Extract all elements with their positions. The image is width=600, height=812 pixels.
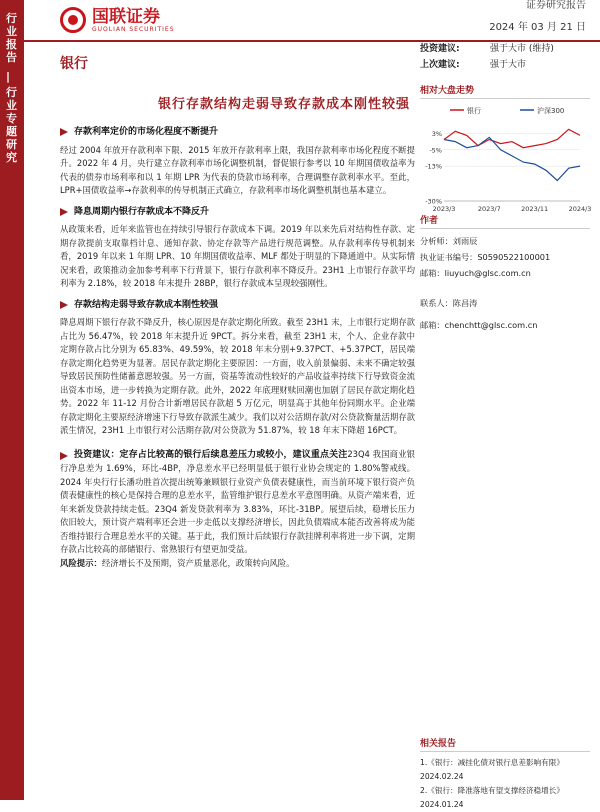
sidebar-line1: 行业报告 — [6, 12, 17, 64]
related-panel — [420, 736, 590, 812]
section-body-2: 从政策来看，近年来监管也在持续引导银行存款成本下调。2019 年以来先后对结构性存款、定期存款提前支取靠档计息、通知存款、协定存款等产品进行规范调整。从存款利率传导机制来看，2019 年以来 1 年期 LPR、10 年期国债收益率、MLF 都处于明显的下降通道中。从实际情况来看，政策推动金加参考利率下行背景下，银行存款利率不降反升。23H1 上市银行存款平均利率为 2.18%，较 2018 年末提升 28BP，银行存款成本呈现较强刚性。 — [60, 224, 415, 288]
logo-cn: 国联证券 — [92, 6, 160, 27]
industry-name: 银行 — [60, 56, 88, 72]
section-heading-3: 存款结构走弱导致存款成本刚性较强 — [60, 299, 415, 313]
x-tick-label-1: 2023/7 — [477, 205, 501, 213]
risk-label: 风险提示： — [60, 557, 102, 568]
y-tick-label-0: 3% — [431, 129, 442, 138]
y-tick-label-2: -13% — [425, 162, 442, 171]
section-heading-2: 降息周期内银行存款成本不降反升 — [60, 206, 415, 220]
y-tick-label-1: -5% — [429, 146, 442, 155]
sidebar — [0, 0, 24, 800]
relative-performance-chart — [420, 103, 590, 221]
related-report-2[interactable]: 2.《银行：降准落地有望支撑经济稳增长》2024.01.24 — [420, 786, 564, 809]
header-meta — [489, 0, 586, 33]
legend-label-1: 沪深300 — [537, 107, 565, 115]
rating-prev-label: 上次建议: — [420, 60, 460, 70]
series-line-0 — [444, 129, 580, 147]
x-tick-label-2: 2023/11 — [521, 205, 549, 213]
contact-name: 联系人：陈昌涛 — [420, 298, 478, 308]
report-date: 2024 年 03 月 21 日 — [489, 22, 586, 33]
legend-label-0: 银行 — [467, 107, 481, 115]
section-body-1: 经过 2004 年放开存款利率下限、2015 年放开存款利率上限，我国存款利率市场化程度不断提升。2022 年 4 月，央行建立存款利率市场化调整机制，督促银行参考以 10 年期国债收益率为代表的债券市场利率和以 1 年期 LPR 为代表的贷款市场利率，合理调整存款利率水平。至此，LPR+国债收益率→存款利率的传导机制正式确立，存款利率市场化调整机制也基本建立。 — [60, 144, 415, 195]
authors-panel — [420, 213, 590, 333]
main-body — [60, 120, 415, 570]
analyst-email: 邮箱：liuyuch@glsc.com.cn — [420, 268, 531, 278]
rating-current-value: 强于大市 (维持) — [490, 44, 554, 54]
logo — [60, 0, 175, 40]
investment-advice — [60, 448, 415, 557]
related-title: 相关报告 — [420, 736, 590, 752]
rating-prev-value: 强于大市 — [490, 60, 527, 70]
y-tick-label-3: -30% — [425, 197, 442, 206]
sidebar-line2: 行业专题研究 — [6, 86, 17, 164]
analyst-license: 执业证书编号：S0590522100001 — [420, 252, 551, 262]
investment-lead: 投资建议：定存占比较高的银行后续息差压力或较小，建议重点关注 — [60, 450, 347, 460]
risk-body: 经济增长不及预期，资产质量恶化，政策转向风险。 — [101, 557, 295, 568]
chart-title: 相对大盘走势 — [420, 83, 590, 99]
risk-note — [60, 557, 415, 571]
x-tick-label-3: 2024/3 — [568, 205, 592, 213]
logo-en: GUOLIAN SECURITIES — [92, 25, 175, 33]
report-title: 银行存款结构走弱导致存款成本刚性较强 — [157, 97, 410, 112]
authors-title: 作者 — [420, 213, 590, 229]
rating-current-label: 投资建议: — [420, 44, 460, 54]
analyst-name: 分析师：刘雨辰 — [420, 236, 478, 246]
rating-current — [420, 41, 554, 54]
investment-body: 23Q4 我国商业银行净息差为 1.69%，环比-4BP，净息差水平已经明显低于银行业协会规定的 1.80%警戒线。2024 年央行行长潘功胜首次提出统筹兼顾银行业资产负债表健康性，而当前环境下银行资产负债表健康性的核心是保持合理的息差水平，监管维护银行息差水平意图明确。从资产端来看，近年来新发贷款持续走低。23Q4 新发贷款利率为 3.83%，环比-31BP。展望后续，稳增长压力依旧较大，预计资产端利率还会进一步走低以支撑经济增长，因此负债端成本能否改善将成为能否维持银行合理息差水平的关键。基于此，我们预计后续银行存款挂牌利率将进一步下调，定期存款占比较高的部储银行、常熟银行有望更加受益。 — [60, 448, 415, 554]
chart-panel — [420, 83, 590, 225]
section-body-3: 降息周期下银行存款不降反升，核心原因是存款定期化所致。截至 23H1 末，上市银行定期存款占比为 56.47%，较 2018 年末提升近 9PCT。拆分来看，截至 23H1 末，个人、企业存款中定期存款占比分别为 65.83%、49.59%，较 2018 年末分别+9.37PCT、+5.37PCT，居民端存款定期化趋势更为显著。居民存款定期化主要原因：一方面，收入前景偏弱、未来不确定较强导致居民预防性储蓄意愿较强。另一方面，资基等流动性较好的产品收益率持续下行导致资金流出资本市场，进一步转换为定期存款。此外，2022 年底理财赎回潮也加剧了居民存款定期化趋势。2022 年 11-12 月份合计新增居民存款超 5 万亿元，明显高于其他年份同期水平。企业端存款定期化主要原经济增速下行导致存款派生减少。我们以对公活期存款/对公贷款衡量活期存款派生情况，23H1 上市银行对公活期存款/对公贷款为 51.87%，较 18 年末下降超 16PCT。 — [60, 317, 415, 435]
contact-email: 邮箱：chenchtt@glsc.com.cn — [420, 320, 538, 330]
related-report-1[interactable]: 1.《银行：减挂化债对银行息差影响有限》2024.02.24 — [420, 758, 564, 781]
logo-icon — [60, 7, 86, 33]
x-tick-label-0: 2023/3 — [432, 205, 456, 213]
series-line-1 — [444, 137, 580, 180]
report-type: 证券研究报告 — [526, 0, 586, 11]
section-heading-1: 存款利率定价的市场化程度不断提升 — [60, 126, 415, 140]
sidebar-separator: | — [6, 70, 11, 83]
rating-prev — [420, 57, 526, 70]
